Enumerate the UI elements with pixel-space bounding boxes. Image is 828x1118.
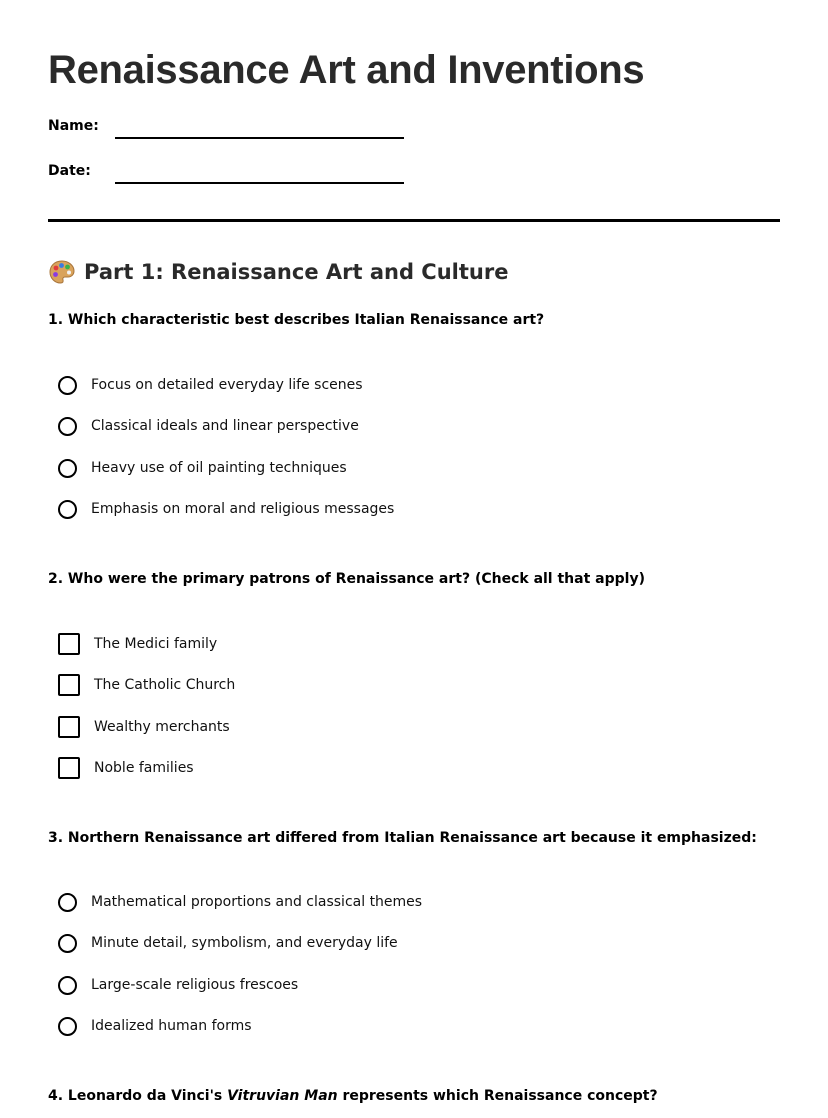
question-2-option-2[interactable] bbox=[58, 673, 235, 697]
option-label: Large-scale religious frescoes bbox=[91, 977, 299, 993]
question-2-prompt: 2. Who were the primary patrons of Renaissance art? (Check all that apply) bbox=[48, 571, 645, 587]
header-divider bbox=[48, 219, 780, 222]
checkbox[interactable] bbox=[58, 674, 80, 696]
question-4-prompt-end: represents which Renaissance concept? bbox=[337, 1088, 658, 1104]
artist-palette-icon bbox=[48, 258, 76, 286]
name-field bbox=[48, 118, 408, 144]
question-2-option-3[interactable] bbox=[58, 715, 230, 739]
option-label: Heavy use of oil painting techniques bbox=[91, 460, 347, 476]
option-label: Mathematical proportions and classical themes bbox=[91, 894, 423, 910]
radio-button[interactable] bbox=[58, 934, 77, 953]
date-label: Date: bbox=[48, 163, 91, 179]
option-label: Focus on detailed everyday life scenes bbox=[91, 377, 363, 393]
radio-button[interactable] bbox=[58, 500, 77, 519]
question-4-prompt-start: 4. Leonardo da Vinci's bbox=[48, 1088, 228, 1104]
question-1-option-3[interactable] bbox=[58, 456, 347, 480]
name-input-line[interactable] bbox=[115, 137, 404, 139]
option-label: The Medici family bbox=[94, 636, 218, 652]
option-label: Wealthy merchants bbox=[94, 719, 230, 735]
question-4-prompt bbox=[48, 1088, 658, 1104]
date-input-line[interactable] bbox=[115, 182, 404, 184]
question-3-option-4[interactable] bbox=[58, 1014, 252, 1038]
radio-button[interactable] bbox=[58, 459, 77, 478]
section-heading bbox=[48, 258, 508, 286]
option-label: Emphasis on moral and religious messages bbox=[91, 501, 395, 517]
checkbox[interactable] bbox=[58, 633, 80, 655]
name-label: Name: bbox=[48, 118, 99, 134]
question-3-option-3[interactable] bbox=[58, 973, 298, 997]
question-1-option-4[interactable] bbox=[58, 497, 394, 521]
question-3-option-2[interactable] bbox=[58, 931, 398, 955]
section-heading-text: Part 1: Renaissance Art and Culture bbox=[84, 260, 509, 284]
option-label: Idealized human forms bbox=[91, 1018, 252, 1034]
option-label: Classical ideals and linear perspective bbox=[91, 418, 359, 434]
radio-button[interactable] bbox=[58, 893, 77, 912]
option-label: Minute detail, symbolism, and everyday life bbox=[91, 935, 398, 951]
radio-button[interactable] bbox=[58, 1017, 77, 1036]
radio-button[interactable] bbox=[58, 376, 77, 395]
question-3-prompt: 3. Northern Renaissance art differed from Italian Renaissance art because it emphasized: bbox=[48, 830, 757, 846]
page-title: Renaissance Art and Inventions bbox=[48, 48, 645, 92]
question-1-option-2[interactable] bbox=[58, 414, 359, 438]
radio-button[interactable] bbox=[58, 417, 77, 436]
checkbox[interactable] bbox=[58, 716, 80, 738]
date-field bbox=[48, 163, 408, 189]
question-1-option-1[interactable] bbox=[58, 373, 363, 397]
option-label: Noble families bbox=[94, 760, 194, 776]
question-4-artwork-title: Vitruvian Man bbox=[227, 1088, 338, 1104]
option-label: The Catholic Church bbox=[94, 677, 236, 693]
question-3-option-1[interactable] bbox=[58, 890, 422, 914]
question-1-prompt: 1. Which characteristic best describes Italian Renaissance art? bbox=[48, 312, 545, 328]
checkbox[interactable] bbox=[58, 757, 80, 779]
radio-button[interactable] bbox=[58, 976, 77, 995]
question-2-option-4[interactable] bbox=[58, 756, 194, 780]
question-2-option-1[interactable] bbox=[58, 632, 217, 656]
